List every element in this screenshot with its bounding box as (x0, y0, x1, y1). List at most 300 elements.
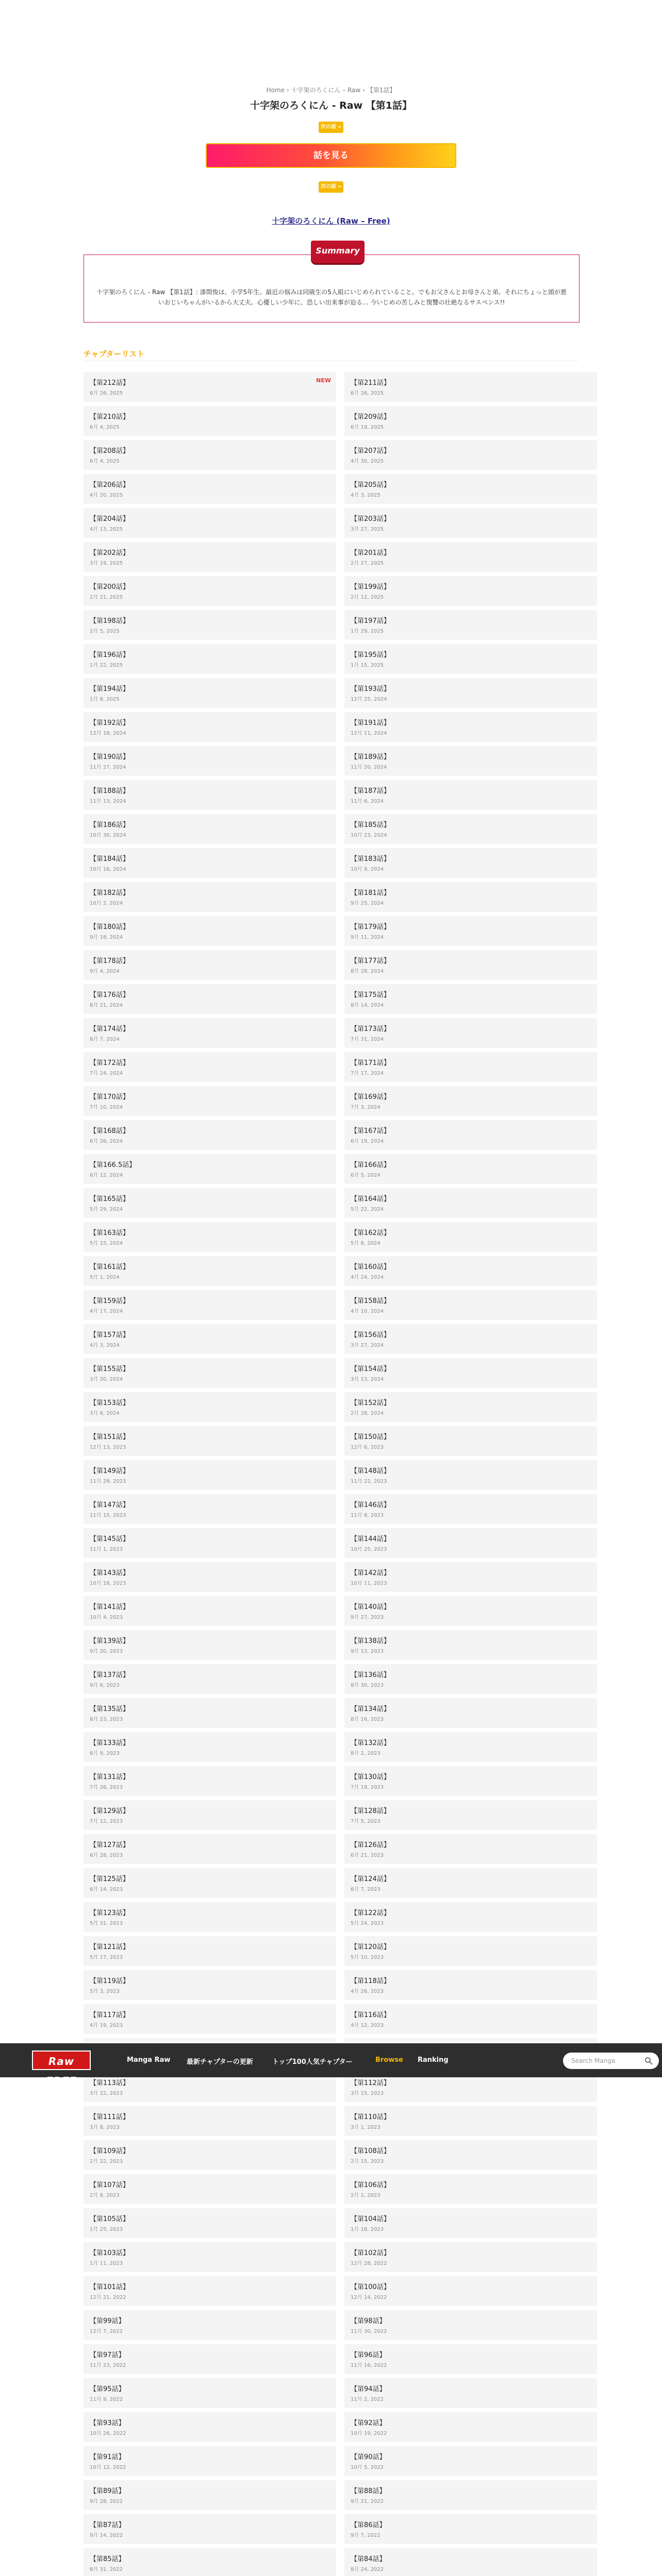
nav-item-manga-raw[interactable]: Manga Raw (127, 2056, 171, 2064)
chapter-title: 【第187話】 (351, 787, 390, 795)
chapter-item[interactable] (344, 1902, 597, 1932)
chapter-item[interactable] (84, 440, 336, 470)
chapter-title: 【第132話】 (351, 1739, 390, 1747)
chapter-item[interactable] (84, 2514, 336, 2544)
chapter-item[interactable] (344, 2344, 597, 2374)
chapter-item[interactable] (344, 2378, 597, 2408)
chapter-date: 4月 19, 2023 (90, 2023, 123, 2028)
chapter-date: 9月 13, 2023 (351, 1649, 384, 1654)
chapter-date: 10月 11, 2023 (351, 1581, 387, 1586)
chapter-date: 4月 10, 2024 (351, 1309, 384, 1314)
chapter-item[interactable] (344, 950, 597, 980)
chapter-date: 9月 25, 2024 (351, 901, 384, 906)
chapter-title: 【第190話】 (90, 753, 129, 761)
chapter-item[interactable] (84, 2378, 336, 2408)
chapter-date: 2月 5, 2025 (90, 629, 120, 634)
chapter-title: 【第179話】 (351, 923, 390, 931)
chapter-title: 【第138話】 (351, 1637, 390, 1645)
chapter-item[interactable] (84, 1970, 336, 2000)
chapter-title: 【第175話】 (351, 991, 390, 999)
chapter-title: 【第185話】 (351, 821, 390, 829)
chapter-item[interactable] (344, 1324, 597, 1354)
chapter-date: 9月 14, 2022 (90, 2533, 123, 2538)
read-chapter-button[interactable]: 話を見る (206, 143, 456, 168)
chapter-item[interactable] (344, 1800, 597, 1830)
chapter-item[interactable] (344, 2208, 597, 2238)
chapter-title: 【第194話】 (90, 685, 129, 693)
chapter-item[interactable] (344, 1528, 597, 1558)
chapter-title: 【第123話】 (90, 1909, 129, 1917)
chapter-item[interactable] (344, 1868, 597, 1898)
chapter-item[interactable] (84, 1528, 336, 1558)
chapter-date: 9月 6, 2023 (90, 1683, 120, 1688)
chapter-item[interactable] (344, 882, 597, 912)
chapter-item[interactable] (344, 1052, 597, 1082)
chapter-item[interactable] (344, 2276, 597, 2306)
new-badge: NEW (316, 377, 331, 384)
chapter-date: 1月 15, 2025 (351, 663, 384, 668)
chapter-title: 【第163話】 (90, 1229, 129, 1237)
chapter-item[interactable] (344, 780, 597, 810)
chapter-title: 【第116話】 (351, 2011, 390, 2019)
chapter-title: 【第210話】 (90, 413, 129, 421)
chapter-date: 6月 7, 2023 (351, 1887, 380, 1892)
chapter-item[interactable] (344, 1120, 597, 1150)
chapter-date: 10月 26, 2022 (90, 2431, 126, 2436)
search-input[interactable] (563, 2053, 659, 2069)
chapter-item[interactable] (84, 1018, 336, 1048)
chapter-title: 【第209話】 (351, 413, 390, 421)
chapter-item[interactable] (344, 2140, 597, 2170)
chapter-date: 5月 3, 2023 (90, 1989, 120, 1994)
chapter-item[interactable] (344, 1494, 597, 1524)
chapter-item[interactable] (84, 2208, 336, 2238)
chapter-date: 3月 15, 2023 (351, 2091, 384, 2096)
chapter-date: 11月 30, 2022 (351, 2329, 387, 2334)
chapter-date: 4月 30, 2025 (351, 459, 384, 464)
chapter-item[interactable] (84, 814, 336, 844)
chapter-title: 【第170話】 (90, 1093, 129, 1101)
chapter-date: 12月 7, 2022 (90, 2329, 123, 2334)
chapter-item[interactable] (344, 1358, 597, 1388)
page-title: 十字架のろくにん - Raw 【第1話】 (250, 100, 412, 111)
chapter-item[interactable] (84, 474, 336, 504)
chapter-item[interactable] (344, 2412, 597, 2442)
chapter-date: 3月 8, 2023 (90, 2125, 120, 2130)
chapter-date: 4月 20, 2025 (90, 493, 123, 498)
chapter-item[interactable] (344, 2548, 597, 2576)
chapter-title: 【第165話】 (90, 1195, 129, 1203)
chapter-date: 4月 17, 2024 (90, 1309, 123, 1314)
chapter-title: 【第149話】 (90, 1467, 129, 1475)
chapter-title: 【第172話】 (90, 1059, 129, 1067)
chapter-title: 【第171話】 (351, 1059, 390, 1067)
chapter-item[interactable] (344, 984, 597, 1014)
chapter-item[interactable] (84, 882, 336, 912)
chapter-date: 3月 27, 2024 (351, 1343, 384, 1348)
chapter-item[interactable] (84, 508, 336, 538)
chapter-item[interactable] (344, 542, 597, 572)
chapter-item[interactable] (84, 1426, 336, 1456)
chapter-title: 【第147話】 (90, 1501, 129, 1509)
chapter-date: 11月 1, 2023 (90, 1547, 123, 1552)
chapter-item[interactable] (84, 916, 336, 946)
chapter-item[interactable] (84, 644, 336, 674)
chapter-title: 【第143話】 (90, 1569, 129, 1577)
chapter-date: 6月 26, 2025 (90, 391, 123, 396)
chapter-item[interactable] (84, 746, 336, 776)
chapter-date: 6月 12, 2024 (90, 1173, 123, 1178)
chapter-title: 【第135話】 (90, 1705, 129, 1713)
chapter-item[interactable] (344, 1562, 597, 1592)
breadcrumb (0, 86, 662, 94)
chapter-title: 【第193話】 (351, 685, 390, 693)
chapter-item[interactable] (344, 474, 597, 504)
chapter-date: 6月 4, 2025 (90, 459, 120, 464)
chapter-title: 【第158話】 (351, 1297, 390, 1305)
chapter-item[interactable] (344, 1086, 597, 1116)
chapter-title: 【第208話】 (90, 447, 129, 455)
chapter-item[interactable] (84, 1222, 336, 1252)
chapter-item[interactable] (84, 1392, 336, 1422)
summary-text: 十字架のろくにん - Raw 【第1話】: 漆間俊は、小学5年生。最近の悩みは同級生の5人組にいじめられていること。でもお父さんとお母さんと弟、それにちょっと頭が悪いおじいちゃんがいるから大丈夫。心優しい少年に、恐しい出来事が迫る… 今いじめの苦しみと復讐の壮絶なるサスペンス!! (96, 289, 567, 306)
chapter-title: 【第141話】 (90, 1603, 129, 1611)
chapter-date: 3月 13, 2024 (351, 1377, 384, 1382)
chapter-title: 【第199話】 (351, 583, 390, 591)
chapter-title: 【第156話】 (351, 1331, 390, 1339)
chapter-title: 【第161話】 (90, 1263, 129, 1271)
chapter-item[interactable] (84, 1936, 336, 1966)
chapter-item[interactable] (84, 1460, 336, 1490)
chapter-item[interactable] (84, 1868, 336, 1898)
chapter-date: 10月 5, 2022 (351, 2465, 384, 2470)
chapter-title: 【第137話】 (90, 1671, 129, 1679)
nav-item-browse[interactable]: Browse (375, 2056, 403, 2064)
chapter-item[interactable] (344, 406, 597, 436)
chapter-title: 【第195話】 (351, 651, 390, 659)
chapter-title: 【第151話】 (90, 1433, 129, 1441)
chapter-date: 11月 29, 2023 (90, 1479, 126, 1484)
chapter-title: 【第119話】 (90, 1977, 129, 1985)
breadcrumb-separator: › (286, 87, 291, 94)
chapter-title: 【第98話】 (351, 2317, 386, 2325)
chapter-title: 【第104話】 (351, 2215, 390, 2223)
chapter-item[interactable] (344, 1018, 597, 1048)
chapter-date: 5月 29, 2024 (90, 1207, 123, 1212)
chapter-date: 1月 18, 2023 (351, 2227, 384, 2232)
chapter-item[interactable] (344, 1222, 597, 1252)
search-icon[interactable] (644, 2057, 653, 2065)
chapter-title: 【第159話】 (90, 1297, 129, 1305)
chapter-item[interactable] (84, 2276, 336, 2306)
chapter-item[interactable] (344, 508, 597, 538)
chapter-date: 4月 26, 2023 (351, 1989, 384, 1994)
chapter-title: 【第106話】 (351, 2181, 390, 2189)
chapter-title: 【第173話】 (351, 1025, 390, 1033)
chapter-date: 10月 9, 2024 (351, 867, 384, 872)
chapter-date: 9月 21, 2022 (351, 2499, 384, 2504)
chapter-date: 5月 8, 2024 (351, 1241, 380, 1246)
chapter-title: 【第120話】 (351, 1943, 390, 1951)
chapter-item[interactable] (84, 848, 336, 878)
chapter-title: 【第155話】 (90, 1365, 129, 1373)
chapter-item[interactable] (84, 712, 336, 742)
breadcrumb-home[interactable]: Home (266, 87, 285, 94)
nav-item-latest-updates[interactable]: 最新チャプターの更新 (187, 2058, 253, 2066)
chapter-item[interactable] (84, 1664, 336, 1694)
chapter-date: 6月 28, 2023 (90, 1853, 123, 1858)
chapter-item[interactable] (84, 1188, 336, 1218)
chapter-item[interactable] (84, 2174, 336, 2204)
chapter-title: 【第93話】 (90, 2419, 125, 2427)
chapter-title: 【第177話】 (351, 957, 390, 965)
chapter-title: 【第117話】 (90, 2011, 129, 2019)
chapter-date: 12月 6, 2023 (351, 1445, 384, 1450)
chapter-item[interactable] (84, 984, 336, 1014)
chapter-title: 【第152話】 (351, 1399, 390, 1407)
chapter-item[interactable] (84, 542, 336, 572)
chapter-title: 【第97話】 (90, 2351, 125, 2359)
chapter-item[interactable] (344, 712, 597, 742)
chapter-title: 【第176話】 (90, 991, 129, 999)
chapter-title: 【第189話】 (351, 753, 390, 761)
chapter-item[interactable] (84, 1902, 336, 1932)
chapter-item[interactable] (344, 1664, 597, 1694)
chapter-item[interactable] (344, 372, 597, 402)
chapter-item[interactable] (344, 1596, 597, 1626)
chapter-date: 8月 30, 2023 (351, 1683, 384, 1688)
chapter-title: 【第103話】 (90, 2249, 129, 2257)
next-chapter-button-top[interactable]: 次の話 » (319, 122, 343, 133)
chapter-title: 【第101話】 (90, 2283, 129, 2291)
chapter-date: 9月 7, 2022 (351, 2533, 380, 2538)
chapter-item[interactable] (344, 1766, 597, 1796)
chapter-item[interactable] (84, 1596, 336, 1626)
chapter-item[interactable] (84, 1766, 336, 1796)
chapter-title: 【第107話】 (90, 2181, 129, 2189)
chapter-title: 【第133話】 (90, 1739, 129, 1747)
chapter-item[interactable] (84, 406, 336, 436)
chapter-item[interactable] (84, 2548, 336, 2576)
chapter-item[interactable] (84, 372, 336, 402)
chapter-date: 6月 26, 2025 (351, 391, 384, 396)
chapter-item[interactable] (84, 950, 336, 980)
chapter-title: 【第148話】 (351, 1467, 390, 1475)
chapter-item[interactable] (344, 2480, 597, 2510)
chapter-item[interactable] (84, 2004, 336, 2034)
chapter-item[interactable] (344, 1188, 597, 1218)
chapter-title: 【第166.5話】 (90, 1161, 136, 1169)
chapter-item[interactable] (344, 2514, 597, 2544)
chapter-item[interactable] (84, 1290, 336, 1320)
chapter-item[interactable] (344, 1834, 597, 1864)
chapter-item[interactable] (344, 644, 597, 674)
chapter-item[interactable] (84, 2106, 336, 2136)
chapter-item[interactable] (344, 1732, 597, 1762)
chapter-item[interactable] (84, 2310, 336, 2340)
chapter-date: 10月 16, 2024 (90, 867, 126, 872)
chapter-title: 【第145話】 (90, 1535, 129, 1543)
breadcrumb-series[interactable]: 十字架のろくにん – Raw (291, 87, 361, 94)
chapter-item[interactable] (84, 1834, 336, 1864)
chapter-date: 5月 15, 2024 (90, 1241, 123, 1246)
chapter-date: 9月 27, 2023 (351, 1615, 384, 1620)
chapter-item[interactable] (344, 2004, 597, 2034)
chapter-title: 【第196話】 (90, 651, 129, 659)
chapter-date: 7月 19, 2023 (351, 1785, 384, 1790)
chapter-title: 【第181話】 (351, 889, 390, 897)
chapter-title: 【第118話】 (351, 1977, 390, 1985)
chapter-title: 【第197話】 (351, 617, 390, 625)
chapter-item[interactable] (84, 576, 336, 606)
chapter-item[interactable] (84, 780, 336, 810)
search-placeholder: Search Manga (571, 2057, 616, 2064)
chapter-date: 1月 25, 2023 (90, 2227, 123, 2232)
chapter-date: 12月 13, 2023 (90, 1445, 126, 1450)
chapter-item[interactable] (84, 1630, 336, 1660)
chapter-item[interactable] (344, 1256, 597, 1286)
chapter-title: 【第122話】 (351, 1909, 390, 1917)
summary-box (84, 246, 580, 323)
chapter-title: 【第162話】 (351, 1229, 390, 1237)
chapter-item[interactable] (344, 916, 597, 946)
chapter-list-heading: チャプターリスト (84, 349, 145, 359)
chapter-item[interactable] (344, 1392, 597, 1422)
chapter-item[interactable] (344, 2106, 597, 2136)
chapter-title: 【第166話】 (351, 1161, 390, 1169)
chapter-date: 3月 1, 2023 (351, 2125, 380, 2130)
chapter-date: 12月 21, 2022 (90, 2295, 126, 2300)
chapter-item[interactable] (344, 746, 597, 776)
series-link[interactable]: 十字架のろくにん (Raw – Free) (272, 216, 390, 226)
chapter-title: 【第85話】 (90, 2555, 125, 2563)
chapter-date: 2月 12, 2025 (351, 595, 384, 600)
chapter-item[interactable] (344, 1460, 597, 1490)
chapter-date: 11月 22, 2023 (351, 1479, 387, 1484)
chapter-date: 6月 21, 2023 (351, 1853, 384, 1858)
chapter-item[interactable] (344, 2446, 597, 2476)
chapter-date: 3月 19, 2025 (90, 561, 123, 566)
chapter-title: 【第109話】 (90, 2147, 129, 2155)
chapter-title: 【第128話】 (351, 1807, 390, 1815)
chapter-title: 【第136話】 (351, 1671, 390, 1679)
chapter-item[interactable] (344, 814, 597, 844)
chapter-title: 【第91話】 (90, 2453, 125, 2461)
chapter-item[interactable] (84, 2446, 336, 2476)
chapter-title: 【第84話】 (351, 2555, 386, 2563)
chapter-item[interactable] (344, 848, 597, 878)
chapter-date: 12月 11, 2024 (351, 731, 387, 736)
chapter-title: 【第211話】 (351, 379, 390, 387)
chapter-item[interactable] (84, 2412, 336, 2442)
chapter-date: 9月 18, 2024 (90, 935, 123, 940)
chapter-item[interactable] (84, 678, 336, 708)
chapter-item[interactable] (84, 1324, 336, 1354)
chapter-title: 【第87話】 (90, 2521, 125, 2529)
chapter-item[interactable] (344, 678, 597, 708)
chapter-title: 【第202話】 (90, 549, 129, 557)
chapter-title: 【第100話】 (351, 2283, 390, 2291)
chapter-item[interactable] (84, 1800, 336, 1830)
chapter-item[interactable] (84, 2242, 336, 2272)
chapter-date: 7月 3, 2024 (351, 1105, 380, 1110)
chapter-date: 5月 10, 2023 (351, 1955, 384, 1960)
chapter-date: 2月 15, 2023 (351, 2159, 384, 2164)
chapter-title: 【第182話】 (90, 889, 129, 897)
chapter-item[interactable] (344, 1698, 597, 1728)
chapter-item[interactable] (344, 440, 597, 470)
next-chapter-button-bottom[interactable]: 次の話 » (319, 181, 343, 193)
chapter-item[interactable] (344, 576, 597, 606)
chapter-item[interactable] (84, 1154, 336, 1184)
chapter-item[interactable] (84, 1358, 336, 1388)
chapter-title: 【第198話】 (90, 617, 129, 625)
chapter-item[interactable] (84, 2480, 336, 2510)
chapter-date: 5月 22, 2024 (351, 1207, 384, 1212)
chapter-title: 【第206話】 (90, 481, 129, 489)
chapter-item[interactable] (344, 1630, 597, 1660)
chapter-item[interactable] (344, 2310, 597, 2340)
chapter-date: 7月 5, 2023 (351, 1819, 380, 1824)
chapter-title: 【第94話】 (351, 2385, 386, 2393)
chapter-date: 11月 9, 2022 (90, 2397, 123, 2402)
chapter-item[interactable] (84, 2140, 336, 2170)
nav-item-ranking[interactable]: Ranking (418, 2056, 449, 2064)
chapter-date: 8月 16, 2023 (351, 1717, 384, 1722)
chapter-item[interactable] (84, 1086, 336, 1116)
chapter-title: 【第186話】 (90, 821, 129, 829)
chapter-date: 2月 28, 2024 (351, 1411, 384, 1416)
chapter-title: 【第125話】 (90, 1875, 129, 1883)
chapter-date: 8月 14, 2024 (351, 1003, 384, 1008)
chapter-item[interactable] (344, 2174, 597, 2204)
chapter-date: 2月 22, 2023 (90, 2159, 123, 2164)
chapter-item[interactable] (84, 1120, 336, 1150)
chapter-item[interactable] (344, 1970, 597, 2000)
chapter-item[interactable] (84, 1698, 336, 1728)
chapter-title: 【第205話】 (351, 481, 390, 489)
nav-item-top-100[interactable]: トップ100人気チャプター (272, 2058, 353, 2066)
chapter-title: 【第184話】 (90, 855, 129, 863)
chapter-title: 【第111話】 (90, 2113, 129, 2121)
chapter-item[interactable] (344, 1290, 597, 1320)
chapter-item[interactable] (84, 1494, 336, 1524)
chapter-item[interactable] (344, 1426, 597, 1456)
chapter-item[interactable] (344, 1936, 597, 1966)
chapter-title: 【第130話】 (351, 1773, 390, 1781)
chapter-title: 【第201話】 (351, 549, 390, 557)
chapter-date: 3月 6, 2024 (90, 1411, 120, 1416)
chapter-date: 12月 14, 2022 (351, 2295, 387, 2300)
chapter-date: 10月 4, 2023 (90, 1615, 123, 1620)
chapter-item[interactable] (344, 2242, 597, 2272)
chapter-title: 【第88話】 (351, 2487, 386, 2495)
chapter-date: 2月 21, 2025 (90, 595, 123, 600)
chapter-date: 5月 1, 2024 (90, 1275, 120, 1280)
chapter-item[interactable] (84, 2344, 336, 2374)
chapter-item[interactable] (84, 1256, 336, 1286)
site-logo[interactable]: Raw FREE (32, 2050, 91, 2070)
chapter-item[interactable] (344, 1154, 597, 1184)
chapter-title: 【第113話】 (90, 2079, 129, 2087)
chapter-item[interactable] (84, 610, 336, 640)
chapter-item[interactable] (84, 1732, 336, 1762)
chapter-item[interactable] (344, 610, 597, 640)
chapter-item[interactable] (84, 1562, 336, 1592)
chapter-item[interactable] (84, 1052, 336, 1082)
chapter-title: 【第129話】 (90, 1807, 129, 1815)
chapter-date: 2月 27, 2025 (351, 561, 384, 566)
